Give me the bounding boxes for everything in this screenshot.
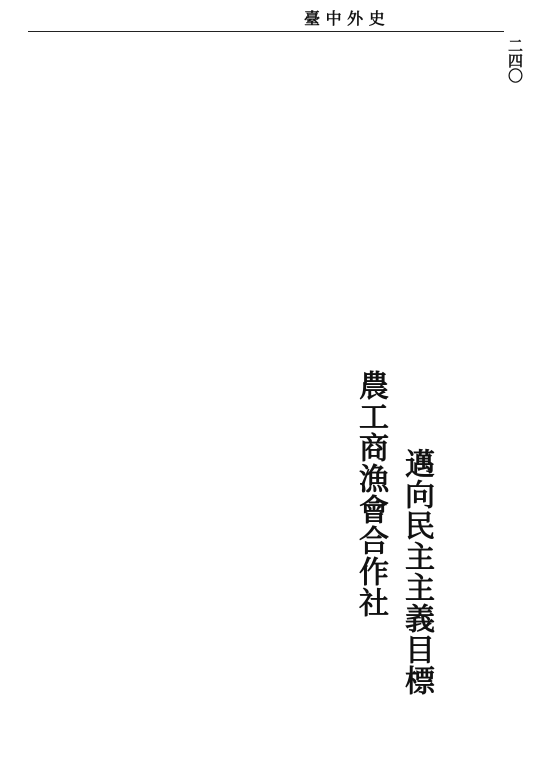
article-title-line-2: 邁向民主主義目標 <box>399 448 434 696</box>
top-text-block <box>18 38 494 373</box>
page-number: 二四〇 <box>506 38 524 83</box>
bottom-text-block <box>16 402 528 774</box>
header-rule <box>28 31 504 32</box>
running-title: 臺 中 外 史 <box>304 9 385 28</box>
article-title-line-1: 農工商漁會合作社 <box>353 370 388 618</box>
